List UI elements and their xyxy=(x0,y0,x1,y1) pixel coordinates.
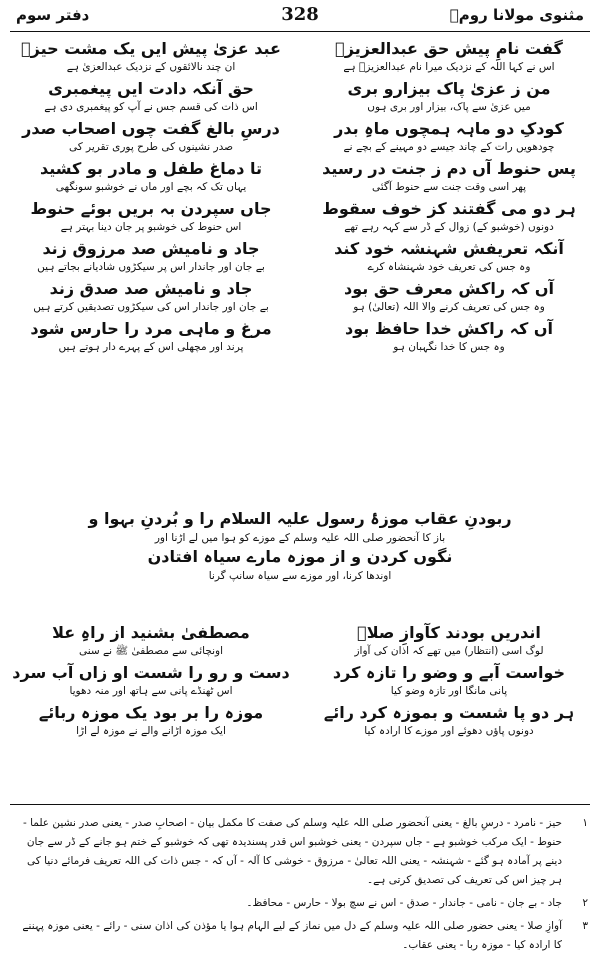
footnote-number: ۳ xyxy=(582,920,588,932)
persian-verse: جاں سپردن بہ بریں بوئے حنوط xyxy=(30,199,272,218)
persian-verse: تا دماغ طفل و مادر بو کشید xyxy=(39,159,263,178)
persian-verse: عبد عزیٰ پیش ایں یک مشت حیزؔ xyxy=(21,39,281,58)
urdu-translation: لوگ اسی (انتظار) میں تھے کہ اذان کی آواز xyxy=(354,645,544,657)
urdu-translation: پرند اور مچھلی اس کے پہرے دار ہوتے ہیں xyxy=(58,341,244,353)
couplet-block xyxy=(12,38,588,358)
hemistich-first xyxy=(310,318,588,355)
heading-line-1: ربودنِ عقاب موزۂ رسول علیہ السلام را و بُردنِ بہوا و xyxy=(88,509,512,528)
hemistich-first xyxy=(310,158,588,195)
hemistich-second xyxy=(12,318,290,355)
page-number: 328 xyxy=(281,4,319,25)
urdu-translation: اس ٹھنڈے پانی سے ہاتھ اور منہ دھویا xyxy=(69,685,233,697)
persian-verse: گفت نامِ پیش حق عبدالعزیزؔ xyxy=(335,39,563,58)
persian-verse: مصطفیٰ بشنید از راہِ علا xyxy=(52,623,250,642)
couplet-row xyxy=(12,198,588,238)
hemistich-second xyxy=(12,662,290,699)
persian-verse: جاد و نامیش صد صدق زند xyxy=(49,279,253,298)
hemistich-second xyxy=(12,238,290,275)
hemistich-first xyxy=(310,702,588,739)
hemistich-second xyxy=(12,278,290,315)
urdu-translation: دونوں پاؤں دھوئے اور موزے کا ارادہ کیا xyxy=(364,725,534,737)
persian-verse: ہر دو پا شست و بموزہ کرد رائے xyxy=(323,703,575,722)
footnote-text: آوازِ صلا - یعنی حضور صلی اللہ علیہ وسلم کے دل میں نماز کے لیے الہام ہوا یا مؤذن کی اذان سنی - رائے - یعنی موزہ پہننے کا ارادہ کیا - موزہ ربا - یعنی عقاب۔ xyxy=(22,920,562,951)
persian-verse: درسِ بالغ گفت چوں اصحاب صدر xyxy=(22,119,280,138)
footnote xyxy=(14,814,588,890)
persian-verse: حق آنکہ دادت ایں پیغمبری xyxy=(48,79,254,98)
urdu-translation: وہ جس کا خدا نگہبان ہو xyxy=(393,341,505,353)
persian-verse: آنکہ تعریفش شہنشہ خود کند xyxy=(334,239,564,258)
section-heading xyxy=(12,508,588,584)
couplet-row xyxy=(12,158,588,198)
hemistich-first xyxy=(310,238,588,275)
couplet-row xyxy=(12,118,588,158)
running-header xyxy=(12,2,588,32)
urdu-translation: اس نے کہا اللہ کے نزدیک میرا نام عبدالعزیزؔ ہے xyxy=(343,61,555,73)
persian-verse: آں کہ راکش معرف حق بود xyxy=(344,279,554,298)
hemistich-second xyxy=(12,78,290,115)
urdu-translation: پانی مانگا اور تازہ وضو کیا xyxy=(390,685,508,697)
persian-verse: خواست آبے و وضو را تازہ کرد xyxy=(332,663,566,682)
book-title: مثنوی مولانا رومؒ xyxy=(449,6,584,24)
couplet-row xyxy=(12,662,588,702)
urdu-translation: ایک موزہ اڑانے والے نے موزہ لے اڑا xyxy=(76,725,226,737)
footnote-rule xyxy=(10,804,590,805)
urdu-translation: دونوں (خوشبو کے) زوال کے ڈر سے کہہ رہے تھے xyxy=(344,221,554,233)
persian-verse: کودکِ دو ماہہ ہمچوں ماہِ بدر xyxy=(334,119,564,138)
urdu-translation: ان چند نالائقوں کے نزدیک عبدالعزیٰ ہے xyxy=(66,61,236,73)
footnote-text: حیز - نامرد - درسِ بالغ - یعنی آنحضور صلی اللہ علیہ وسلم کی صفت کا مکمل بیان - اصحابِ صدر - یعنی صدر نشین علما - حنوط - ایک مرکب خوشبو ہے - جاں سپردن - یعنی خوشبو اس قدر پسندیدہ تھی کہ خوشبو کے ختم ہو جانے کے ڈر سے جان دینے پر آمادہ ہو گئے - شہنشہ - یعنی اللہ تعالیٰ - مرزوق - خوشی کا آلہ - آں کہ - جس ذات کی اللہ تعریف فرمائے دنیا کی ہر چیز اس کی تعریف کی تصدیق کرتی ہے۔ xyxy=(22,817,562,886)
couplet-row xyxy=(12,38,588,78)
couplet-row xyxy=(12,622,588,662)
urdu-translation: بے جان اور جاندار اس پر سیکڑوں شادیانے بجاتے ہیں xyxy=(37,261,265,273)
footnote-number: ۱ xyxy=(582,817,588,829)
hemistich-second xyxy=(12,118,290,155)
header-rule xyxy=(10,31,590,32)
persian-verse: مرغ و ماہی مرد را حارس شود xyxy=(30,319,272,338)
heading-line-1-translation: باز کا آنحضور صلی اللہ علیہ وسلم کے موزے کو ہوا میں لے اڑنا اور xyxy=(154,532,446,544)
couplet-row xyxy=(12,702,588,742)
persian-verse: جاد و نامیش صد مرزوق زند xyxy=(42,239,260,258)
urdu-translation: اس حنوط کی خوشبو پر جان دینا بہتر ہے xyxy=(60,221,242,233)
couplet-row xyxy=(12,278,588,318)
heading-line-2: نگوں کردن و از موزہ مارے سیاہ افتادن xyxy=(147,547,453,566)
hemistich-first xyxy=(310,278,588,315)
urdu-translation: وہ جس کی تعریف کرنے والا اللہ (تعالیٰ) ہو xyxy=(353,301,545,313)
hemistich-first xyxy=(310,662,588,699)
couplet-block-2 xyxy=(12,622,588,742)
hemistich-second xyxy=(12,158,290,195)
urdu-translation: میں عزیٰ سے پاک، بیزار اور بری ہوں xyxy=(367,101,531,113)
couplet-row xyxy=(12,238,588,278)
urdu-translation: یہاں تک کہ بچے اور ماں نے خوشبو سونگھی xyxy=(55,181,247,193)
hemistich-first xyxy=(310,198,588,235)
heading-line-2-translation: اوندھا کرنا، اور موزے سے سیاہ سانپ گرنا xyxy=(208,570,392,582)
urdu-translation: بے جان اور جاندار اس کی سیکڑوں تصدیقیں کرتے ہیں xyxy=(33,301,269,313)
persian-verse: پس حنوط آں دم ز جنت در رسید xyxy=(322,159,576,178)
persian-verse: دست و رو را شست او زاں آب سرد xyxy=(12,663,290,682)
hemistich-first xyxy=(310,118,588,155)
hemistich-first xyxy=(310,38,588,75)
footnote xyxy=(14,917,588,955)
persian-verse: اندریں بودند کآوازِ صلاؔ xyxy=(357,623,541,642)
hemistich-second xyxy=(12,198,290,235)
hemistich-second xyxy=(12,702,290,739)
persian-verse: من ز عزیٰ پاک بیزارو بری xyxy=(347,79,551,98)
hemistich-second xyxy=(12,38,290,75)
urdu-translation: چودھویں رات کے چاند جیسے دو مہینے کے بچے نے xyxy=(343,141,555,153)
urdu-translation: صدر نشینوں کی طرح پوری تقریر کی xyxy=(68,141,234,153)
footnotes xyxy=(14,814,588,959)
hemistich-first xyxy=(310,622,588,659)
urdu-translation: اونچائی سے مصطفیٰ ﷺ نے سنی xyxy=(78,645,224,657)
volume-label: دفتر سوم xyxy=(16,6,90,24)
footnote-number: ۲ xyxy=(582,897,588,909)
footnote xyxy=(14,894,588,913)
persian-verse: موزہ را بر بود یک موزہ ربائے xyxy=(38,703,264,722)
couplet-row xyxy=(12,318,588,358)
persian-verse: آں کہ راکش خدا حافظ بود xyxy=(345,319,553,338)
footnote-text: جاد - بے جان - نامی - جاندار - صدق - اس نے سچ بولا - حارس - محافظ۔ xyxy=(246,897,562,909)
hemistich-first xyxy=(310,78,588,115)
couplet-row xyxy=(12,78,588,118)
persian-verse: ہر دو می گفتند کز خوف سقوط xyxy=(322,199,576,218)
hemistich-second xyxy=(12,622,290,659)
urdu-translation: اس ذات کی قسم جس نے آپ کو پیغمبری دی ہے xyxy=(44,101,258,113)
urdu-translation: وہ جس کی تعریف خود شہنشاہ کرے xyxy=(367,261,531,273)
urdu-translation: پھر اسی وقت جنت سے حنوط آگئی xyxy=(372,181,526,193)
